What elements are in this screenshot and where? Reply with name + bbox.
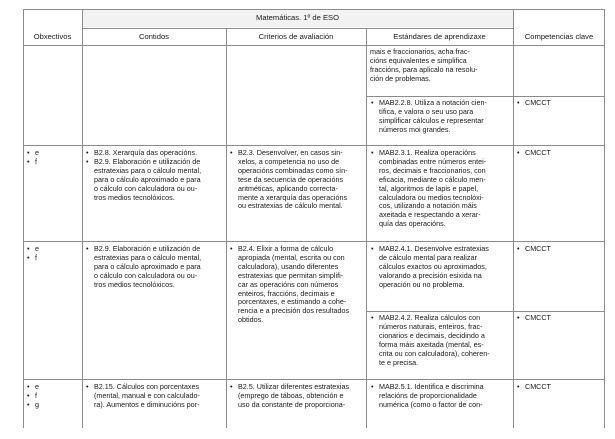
rule xyxy=(23,9,24,428)
standard-item: • MAB2.3.1. Realiza operacións combinadas entre números entei- ros, decimais e fraccionarios, con eficacia, mediante o cálculo men- tal, algoritmos de lapis e papel, calculadora ou medios tecnolóxi- cos, utilizando a notación máis axeitada e respectando a xerar- quía das operacións. xyxy=(370,149,509,229)
objectives-cell xyxy=(26,149,80,167)
rule xyxy=(23,145,605,146)
competence-item: • CMCCT xyxy=(516,245,600,254)
rule xyxy=(23,379,605,380)
criteria-cell xyxy=(229,149,362,211)
standard-item: • MAB2.4.2. Realiza cálculos con números naturais, enteiros, frac- cionarios e decimais, decidindo a forma máis axeitada (mental, es- crita ou con calculadora), coheren- te e precisa. xyxy=(370,314,509,367)
content-item: • B2.15. Cálculos con porcentaxes (mental, manual e con calculado- ra). Aumentos e diminucións por- xyxy=(85,383,222,410)
rule xyxy=(82,9,83,428)
rule xyxy=(226,28,227,428)
objective-item: • e xyxy=(26,149,80,158)
standard-item: • MAB2.2.8. Utiliza a notación cien- tífica, e valora o seu uso para simplificar cálculos e representar números moi grandes. xyxy=(370,99,509,135)
criteria-cell xyxy=(229,383,362,410)
content-item: • B2.9. Elaboración e utilización de estratexias para o cálculo mental, para o cálculo aproximado e para o cálculo con calculadora ou ou- tros medios tecnolóxicos. xyxy=(85,245,222,290)
rule xyxy=(366,311,605,312)
criteria-cell xyxy=(229,245,362,325)
standard-item: • MAB2.5.1. Identifica e discrimina relacións de proporcionalidade numérica (como o factor de con- xyxy=(370,383,509,410)
competences-cell xyxy=(516,99,600,108)
competence-item: • CMCCT xyxy=(516,314,600,323)
rule xyxy=(366,96,605,97)
criterion-item: • B2.5. Utilizar diferentes estratexias (emprego de táboas, obtención e uso da constante de proporciona- xyxy=(229,383,362,410)
objective-item: • g xyxy=(26,401,80,410)
criterion-item: • B2.3. Desenvolver, en casos sin- xelos, a competencia no uso de operacións combinadas como sín- tese da secuencia de operacións aritméticas, aplicando correcta- mente a xerarquía das operacións ou estratexias de cálculo mental. xyxy=(229,149,362,211)
competences-cell xyxy=(516,383,600,392)
standards-cell xyxy=(370,314,509,367)
standards-cell xyxy=(370,149,509,229)
rule xyxy=(513,9,514,428)
contents-cell xyxy=(85,383,222,410)
contents-cell xyxy=(85,245,222,290)
standards-cell xyxy=(370,48,509,84)
header-standards: Estándares de aprendizaxe xyxy=(393,32,486,41)
contents-cell xyxy=(85,149,222,202)
objective-item: • f xyxy=(26,158,80,167)
standards-cell xyxy=(370,245,509,290)
competence-item: • CMCCT xyxy=(516,99,600,108)
objective-item: • e xyxy=(26,245,80,254)
rule xyxy=(23,241,605,242)
content-item: • B2.9. Elaboración e utilización de estratexias para o cálculo mental, para o cálculo aproximado e para o cálculo con calculadora ou ou- tros medios tecnolóxicos. xyxy=(85,158,222,203)
header-contents: Contidos xyxy=(139,32,169,41)
table-title: Matemáticas. 1º de ESO xyxy=(256,13,339,22)
competences-cell xyxy=(516,245,600,254)
competence-item: • CMCCT xyxy=(516,383,600,392)
competence-item: • CMCCT xyxy=(516,149,600,158)
header-criteria: Criterios de avaliación xyxy=(258,32,334,41)
rule xyxy=(604,9,605,428)
objective-item: • f xyxy=(26,392,80,401)
header-objectives: Obxectivos xyxy=(33,32,72,41)
rule xyxy=(82,28,513,29)
criterion-item: • B2.4. Elixir a forma de cálculo apropiada (mental, escrita ou con calculadora), usando diferentes estratexias que permitan simplifi- car as operacións con números enteiros, fraccións, decimais e porcentaxes, e estimando a cohe- rencia e a precisión dos resultados obtidos. xyxy=(229,245,362,325)
standards-cell xyxy=(370,99,509,135)
objective-item: • e xyxy=(26,383,80,392)
competences-cell xyxy=(516,314,600,323)
rule xyxy=(23,45,605,46)
objective-item: • f xyxy=(26,254,80,263)
standard-item: • MAB2.4.1. Desenvolve estratexias de cálculo mental para realizar cálculos exactos ou aproximados, valorando a precisión esixida na operación ou no problema. xyxy=(370,245,509,290)
curriculum-table xyxy=(23,9,605,428)
rule xyxy=(366,28,367,428)
header-competences: Competencias clave xyxy=(524,32,594,41)
rule xyxy=(23,9,605,10)
objectives-cell xyxy=(26,245,80,263)
competences-cell xyxy=(516,149,600,158)
content-item: • B2.8. Xerarquía das operacións. xyxy=(85,149,222,158)
standard-item: mais e fraccionarios, acha frac- cións equivalentes e simplifica fraccións, para aplicalo na resolu- ción de problemas. xyxy=(370,47,478,83)
objectives-cell xyxy=(26,383,80,410)
standards-cell xyxy=(370,383,509,410)
